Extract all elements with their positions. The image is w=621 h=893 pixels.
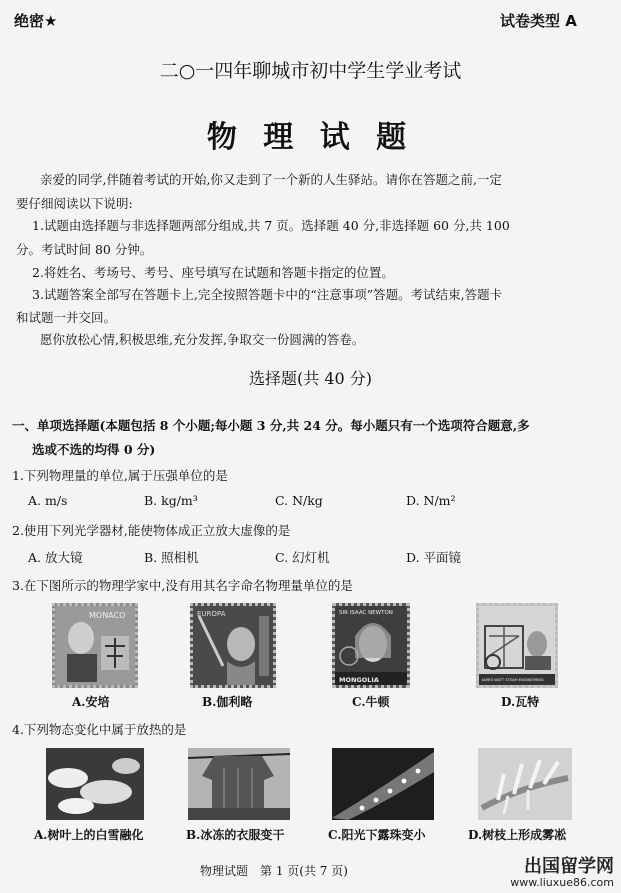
confidential-mark: 绝密★ [14, 12, 58, 30]
q1-option-a: A. m/s [28, 493, 68, 508]
stamp-watt-image [476, 603, 558, 688]
intro-line-2: 要仔细阅读以下说明: [16, 196, 133, 211]
paper-type: 试卷类型 A [500, 12, 577, 30]
stamp-text-newton: SIR ISAAC NEWTON [339, 610, 393, 616]
q3-caption-b: B.伽利略 [202, 695, 253, 709]
snow-leaves-icon [46, 748, 144, 820]
q4-caption-b: B.冰冻的衣服变干 [186, 828, 285, 842]
dewdrops-image [332, 748, 434, 820]
rule-1b: 分。考试时间 80 分钟。 [16, 242, 153, 257]
q1-option-c: C. N/kg [275, 493, 323, 508]
watt-portrait-icon [479, 606, 555, 685]
stamp-ampere-image [52, 603, 138, 688]
q1-option-b: B. kg/m³ [144, 493, 198, 508]
frozen-clothes-icon [188, 748, 290, 820]
section-title: 选择题(共 40 分) [248, 369, 373, 388]
watermark-text: 出国留学网 [524, 856, 614, 877]
q2-option-d: D. 平面镜 [406, 550, 462, 565]
stamp-text-monaco: MONACO [89, 611, 126, 620]
q4-caption-d: D.树枝上形成雾凇 [468, 828, 567, 842]
dewdrops-icon [332, 748, 434, 820]
rime-branch-icon [478, 748, 572, 820]
rule-3b: 和试题一并交回。 [16, 310, 117, 325]
q1-option-d: D. N/m² [406, 493, 456, 508]
q2-option-c: C. 幻灯机 [275, 550, 330, 565]
watermark [468, 852, 618, 892]
q2-option-a: A. 放大镜 [28, 550, 83, 565]
stamp-text-watt: JAMES WATT STEAM ENGINEERING [482, 678, 544, 682]
rime-branch-image [478, 748, 572, 820]
stamp-text-europa: EUROPA [197, 610, 226, 618]
q4-caption-c: C.阳光下露珠变小 [328, 828, 426, 842]
intro-line-1: 亲爱的同学,伴随着考试的开始,你又走到了一个新的人生驿站。请你在答题之前,一定 [40, 172, 502, 187]
rule-2: 2.将姓名、考场号、考号、座号填写在试题和答题卡指定的位置。 [32, 265, 394, 280]
q3-stem: 3.在下图所示的物理学家中,没有用其名字命名物理量单位的是 [12, 578, 353, 593]
page-footer: 物理试题 第 1 页(共 7 页) [200, 864, 348, 878]
watermark-url: www.liuxue86.com [510, 876, 614, 889]
stamp-galileo-image [190, 603, 276, 688]
subject-title: 物 理 试 题 [206, 120, 415, 155]
stamp-newton-image [332, 603, 410, 688]
q3-caption-d: D.瓦特 [501, 695, 540, 709]
q2-stem: 2.使用下列光学器材,能使物体成正立放大虚像的是 [12, 523, 291, 538]
ampere-portrait-icon [55, 606, 135, 685]
part1-line-2: 选或不选的均得 0 分) [32, 442, 156, 457]
rule-1a: 1.试题由选择题与非选择题两部分组成,共 7 页。选择题 40 分,非选择题 60 分,共 100 [32, 218, 510, 233]
q4-caption-a: A.树叶上的白雪融化 [34, 828, 144, 842]
part1-line-1: 一、单项选择题(本题包括 8 个小题;每小题 3 分,共 24 分。每小题只有一个选项符合题意,多 [12, 418, 530, 433]
q4-stem: 4.下列物态变化中属于放热的是 [12, 722, 187, 737]
q3-caption-c: C.牛顿 [352, 695, 390, 709]
newton-portrait-icon [335, 606, 407, 685]
q3-caption-a: A.安培 [72, 695, 110, 709]
galileo-portrait-icon [193, 606, 273, 685]
frozen-clothes-image [188, 748, 290, 820]
q1-stem: 1.下列物理量的单位,属于压强单位的是 [12, 468, 228, 483]
intro-wish: 愿你放松心情,积极思维,充分发挥,争取交一份圆满的答卷。 [40, 332, 365, 347]
rule-3a: 3.试题答案全部写在答题卡上,完全按照答题卡中的“注意事项”答题。考试结束,答题卡 [32, 287, 503, 302]
exam-title: 二○一四年聊城市初中学生学业考试 [159, 60, 462, 82]
snow-leaves-image [46, 748, 144, 820]
stamp-text-mongolia: MONGOLIA [339, 676, 379, 684]
q2-option-b: B. 照相机 [144, 550, 199, 565]
